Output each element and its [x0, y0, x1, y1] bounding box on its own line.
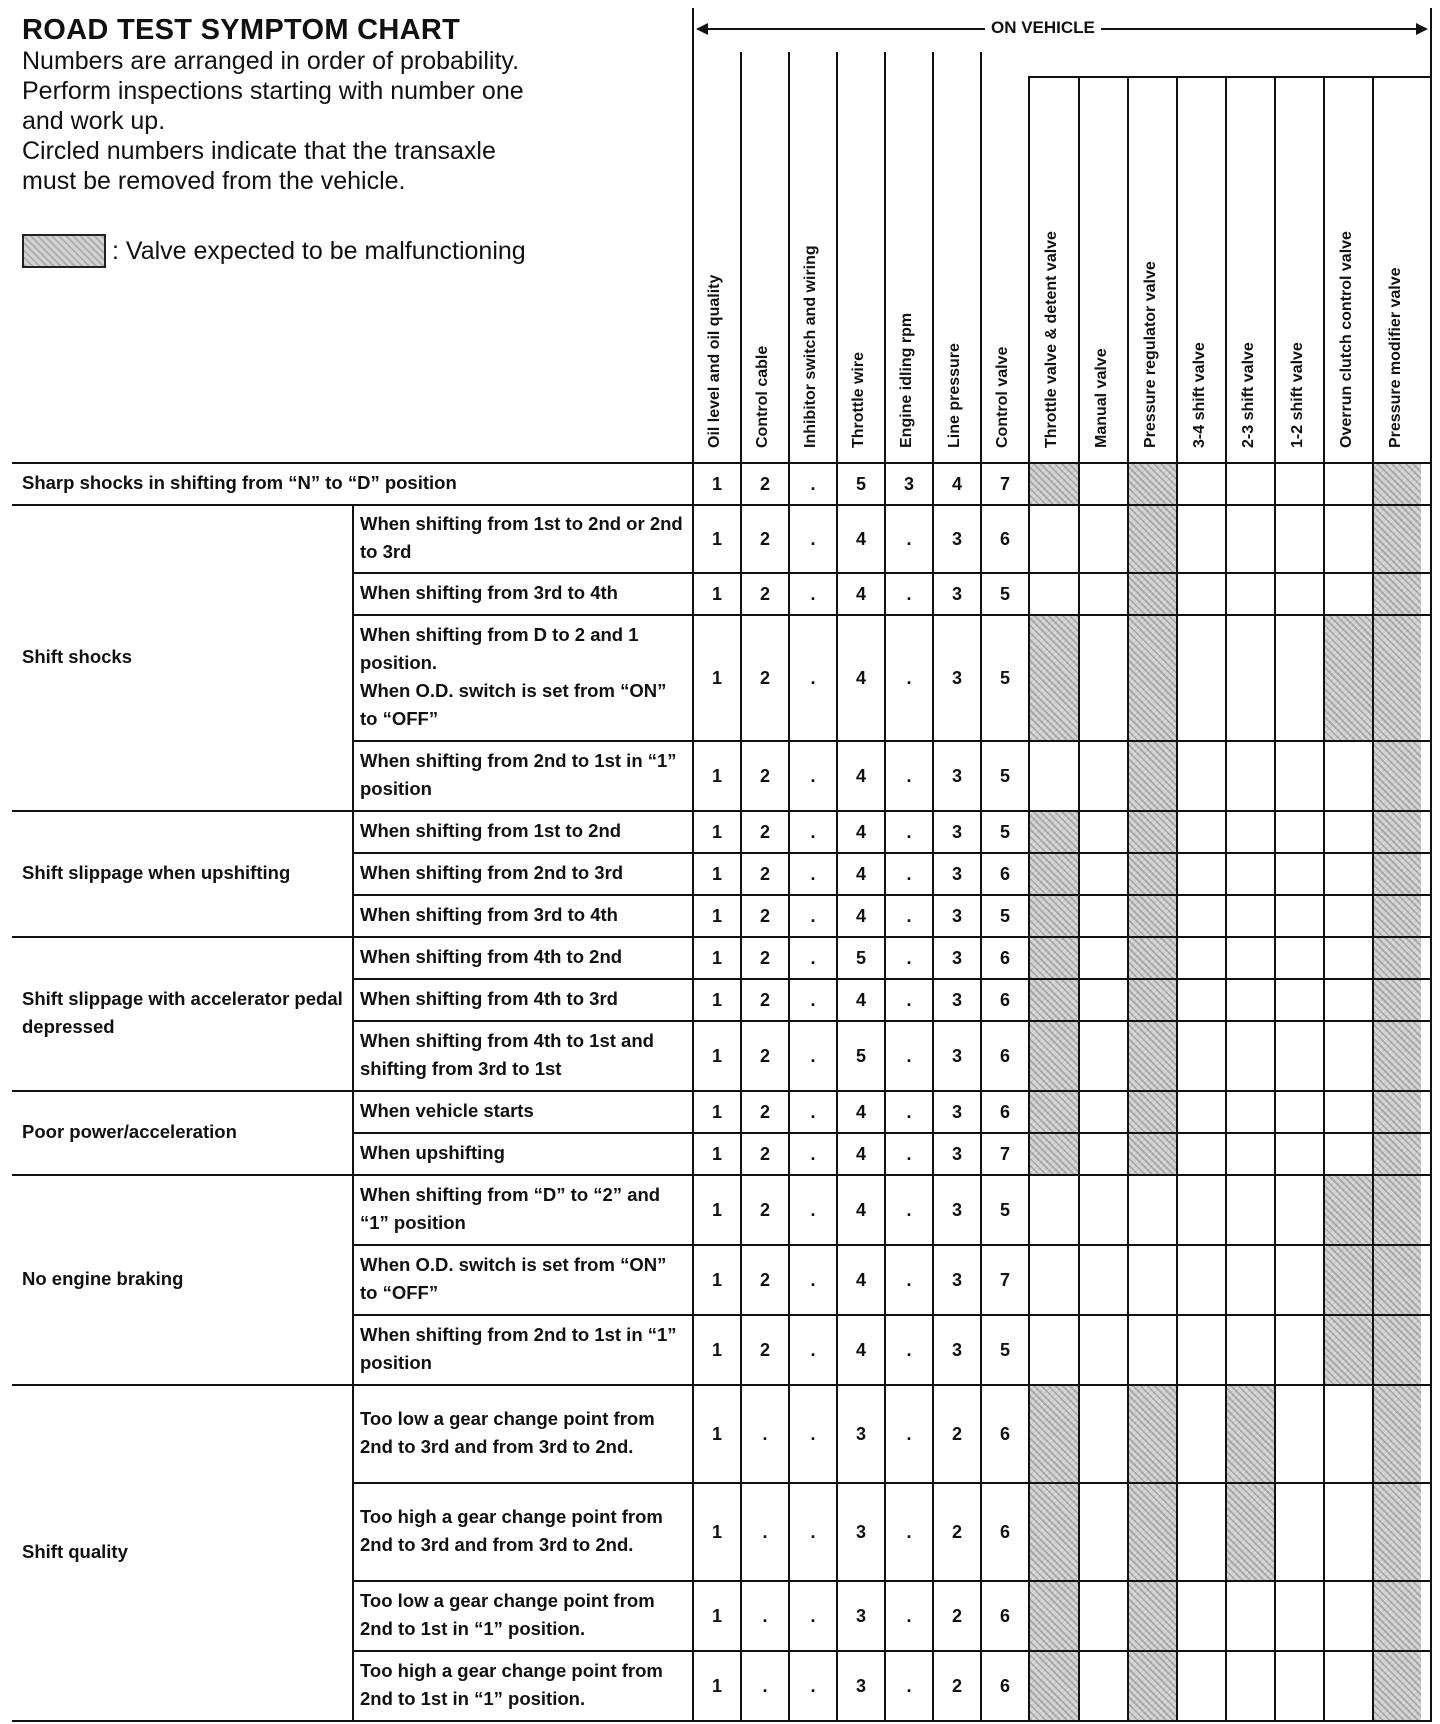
probability-value: 5	[855, 473, 866, 494]
malfunction-shade	[1030, 938, 1078, 978]
probability-value: .	[906, 1143, 912, 1164]
malfunction-shade	[1374, 1134, 1421, 1174]
probability-value: .	[810, 1143, 816, 1164]
probability-value: 2	[759, 473, 770, 494]
probability-value: .	[810, 1675, 816, 1696]
malfunction-shade	[1030, 1386, 1078, 1482]
condition-column-divider	[352, 504, 354, 810]
chart-title: ROAD TEST SYMPTOM CHART	[22, 14, 461, 46]
probability-value: .	[906, 1605, 912, 1626]
probability-value: 2	[759, 583, 770, 604]
probability-value: .	[906, 1199, 912, 1220]
malfunction-shade	[1129, 812, 1176, 852]
probability-value: 1	[711, 667, 722, 688]
probability-value: 2	[759, 765, 770, 786]
probability-value: 2	[759, 821, 770, 842]
probability-value: 1	[711, 1045, 722, 1066]
probability-value: 4	[855, 989, 866, 1010]
on-vehicle-label: ON VEHICLE	[985, 18, 1101, 38]
column-header: Pressure modifier valve	[1387, 267, 1404, 448]
probability-value: .	[810, 1605, 816, 1626]
probability-value: 3	[951, 989, 962, 1010]
probability-value: 6	[999, 1423, 1010, 1444]
malfunction-shade	[1374, 1484, 1421, 1580]
probability-value: 3	[903, 473, 914, 494]
probability-value: 3	[855, 1605, 866, 1626]
malfunction-shade	[1030, 980, 1078, 1020]
condition-label: Too high a gear change point from 2nd to 1st in “1” position.	[360, 1660, 663, 1709]
probability-value: .	[810, 765, 816, 786]
malfunction-shade	[1325, 1176, 1372, 1244]
probability-value: 4	[855, 821, 866, 842]
probability-value: 4	[855, 1143, 866, 1164]
intro-line: must be removed from the vehicle.	[22, 167, 406, 195]
column-divider	[1225, 76, 1227, 1720]
malfunction-shade	[1129, 1582, 1176, 1650]
probability-value: 6	[999, 528, 1010, 549]
malfunction-shade	[1374, 896, 1421, 936]
condition-label: When shifting from “D” to “2” and “1” position	[360, 1184, 661, 1233]
malfunction-shade	[1030, 464, 1078, 504]
probability-value: 5	[999, 667, 1010, 688]
condition-label: When shifting from 1st to 2nd or 2nd to 3rd	[360, 513, 683, 562]
probability-value: .	[810, 583, 816, 604]
malfunction-shade	[1374, 1316, 1421, 1384]
probability-value: .	[810, 473, 816, 494]
symptom-label: Poor power/acceleration	[22, 1121, 237, 1142]
condition-label: Too high a gear change point from 2nd to 3rd and from 3rd to 2nd.	[360, 1506, 663, 1555]
probability-value: 1	[711, 1199, 722, 1220]
column-header: Overrun clutch control valve	[1338, 231, 1355, 448]
probability-value: 3	[951, 863, 962, 884]
probability-value: 4	[855, 905, 866, 926]
condition-column-divider	[352, 936, 354, 1090]
column-header: Throttle valve & detent valve	[1043, 231, 1060, 448]
probability-value: 1	[711, 1101, 722, 1122]
probability-value: 4	[855, 1199, 866, 1220]
column-divider	[1323, 76, 1325, 1720]
malfunction-shade	[1374, 1176, 1421, 1244]
probability-value: 6	[999, 863, 1010, 884]
condition-label: When vehicle starts	[360, 1100, 534, 1121]
column-divider	[1127, 76, 1129, 1720]
probability-value: 2	[759, 947, 770, 968]
condition-label: When O.D. switch is set from “ON” to “OFF”	[360, 1254, 667, 1303]
probability-value: 1	[711, 1605, 722, 1626]
probability-value: 1	[711, 821, 722, 842]
probability-value: 6	[999, 989, 1010, 1010]
probability-value: 2	[759, 1339, 770, 1360]
probability-value: .	[762, 1423, 768, 1444]
column-header: Pressure regulator valve	[1142, 261, 1159, 448]
probability-value: 2	[951, 1675, 962, 1696]
probability-value: 6	[999, 1101, 1010, 1122]
probability-value: 5	[855, 1045, 866, 1066]
intro-line: Perform inspections starting with number one	[22, 77, 524, 105]
malfunction-shade	[1374, 616, 1421, 740]
column-header: 2-3 shift valve	[1240, 342, 1257, 448]
probability-value: .	[762, 1675, 768, 1696]
chart-introduction	[22, 14, 682, 196]
probability-value: 4	[951, 473, 962, 494]
malfunction-shade	[1227, 1484, 1274, 1580]
probability-value: .	[906, 1339, 912, 1360]
malfunction-shade	[1129, 938, 1176, 978]
condition-label: When shifting from 2nd to 1st in “1” position	[360, 750, 677, 799]
probability-value: 2	[951, 1605, 962, 1626]
malfunction-shade	[1374, 1022, 1421, 1090]
condition-label: When shifting from D to 2 and 1 position. When O.D. switch is set from “ON” to “OFF”	[360, 624, 667, 729]
probability-value: 3	[951, 528, 962, 549]
condition-label: When shifting from 1st to 2nd	[360, 820, 622, 841]
probability-value: .	[906, 1423, 912, 1444]
probability-value: .	[810, 863, 816, 884]
probability-value: .	[810, 1101, 816, 1122]
malfunction-shade	[1030, 1134, 1078, 1174]
probability-value: 4	[855, 863, 866, 884]
probability-value: 3	[951, 583, 962, 604]
malfunction-shade	[1030, 854, 1078, 894]
malfunction-shade	[1374, 506, 1421, 572]
condition-column-divider	[352, 1384, 354, 1720]
probability-value: 2	[759, 1199, 770, 1220]
malfunction-shade	[1030, 1652, 1078, 1720]
malfunction-shade	[1129, 1022, 1176, 1090]
probability-value: 1	[711, 1521, 722, 1542]
column-divider	[1028, 76, 1030, 1720]
probability-value: 2	[759, 1045, 770, 1066]
probability-value: 3	[855, 1521, 866, 1542]
probability-value: .	[906, 947, 912, 968]
probability-value: 6	[999, 1045, 1010, 1066]
column-header: 3-4 shift valve	[1191, 342, 1208, 448]
intro-line: Circled numbers indicate that the transaxle	[22, 137, 496, 165]
probability-value: 2	[759, 905, 770, 926]
condition-column-divider	[352, 1174, 354, 1384]
condition-label: When shifting from 2nd to 3rd	[360, 862, 624, 883]
malfunction-shade	[1129, 1484, 1176, 1580]
malfunction-shade	[1129, 1652, 1176, 1720]
probability-value: 2	[951, 1423, 962, 1444]
malfunction-shade	[1374, 938, 1421, 978]
probability-value: .	[762, 1605, 768, 1626]
probability-value: .	[810, 528, 816, 549]
probability-value: 6	[999, 1675, 1010, 1696]
probability-value: 6	[999, 947, 1010, 968]
probability-value: 5	[999, 821, 1010, 842]
probability-value: 7	[999, 473, 1010, 494]
column-divider	[1078, 76, 1080, 1720]
column-divider	[1176, 76, 1178, 1720]
malfunction-shade	[1374, 812, 1421, 852]
malfunction-shade	[1129, 574, 1176, 614]
probability-value: 2	[759, 989, 770, 1010]
probability-value: 5	[999, 583, 1010, 604]
malfunction-shade	[1030, 1484, 1078, 1580]
probability-value: 4	[855, 1101, 866, 1122]
probability-value: 2	[759, 1101, 770, 1122]
malfunction-shade	[1374, 464, 1421, 504]
probability-value: .	[906, 1675, 912, 1696]
probability-value: .	[762, 1521, 768, 1542]
probability-value: 2	[951, 1521, 962, 1542]
malfunction-shade	[1374, 980, 1421, 1020]
probability-value: 2	[759, 667, 770, 688]
malfunction-shade	[1030, 1022, 1078, 1090]
malfunction-shade	[1129, 1134, 1176, 1174]
probability-value: .	[906, 905, 912, 926]
probability-value: 6	[999, 1521, 1010, 1542]
malfunction-shade	[1030, 1582, 1078, 1650]
malfunction-shade	[1325, 616, 1372, 740]
malfunction-shade	[1129, 742, 1176, 810]
probability-value: 3	[951, 1339, 962, 1360]
probability-value: 1	[711, 1339, 722, 1360]
malfunction-shade	[1374, 1582, 1421, 1650]
column-divider	[1372, 76, 1374, 1720]
malfunction-shade	[1374, 742, 1421, 810]
malfunction-shade	[1129, 1386, 1176, 1482]
malfunction-shade	[1374, 574, 1421, 614]
malfunction-shade	[1129, 854, 1176, 894]
condition-label: When shifting from 4th to 2nd	[360, 946, 623, 967]
probability-value: .	[906, 765, 912, 786]
symptom-label: Shift shocks	[22, 646, 132, 667]
probability-value: 4	[855, 583, 866, 604]
probability-value: .	[810, 989, 816, 1010]
condition-label: Too low a gear change point from 2nd to 1st in “1” position.	[360, 1590, 655, 1639]
probability-value: 6	[999, 1605, 1010, 1626]
probability-value: 3	[855, 1675, 866, 1696]
intro-line: Numbers are arranged in order of probability.	[22, 47, 520, 75]
probability-value: .	[906, 1101, 912, 1122]
probability-value: .	[810, 905, 816, 926]
probability-value: 5	[855, 947, 866, 968]
grid-border-right	[1430, 8, 1432, 1720]
probability-value: .	[810, 1423, 816, 1444]
probability-value: 4	[855, 1269, 866, 1290]
probability-value: 3	[951, 1269, 962, 1290]
symptom-label: Shift slippage with accelerator pedal depressed	[22, 988, 343, 1037]
condition-label: When shifting from 3rd to 4th	[360, 582, 618, 603]
probability-value: 1	[711, 863, 722, 884]
malfunction-shade	[1129, 464, 1176, 504]
probability-value: 2	[759, 1269, 770, 1290]
probability-value: 1	[711, 1143, 722, 1164]
probability-value: 3	[951, 1101, 962, 1122]
probability-value: .	[906, 583, 912, 604]
symptom-label: Shift quality	[22, 1541, 128, 1562]
malfunction-shade	[1030, 812, 1078, 852]
symptom-label: Sharp shocks in shifting from “N” to “D” position	[22, 472, 457, 493]
probability-value: 4	[855, 528, 866, 549]
probability-value: 3	[951, 947, 962, 968]
probability-value: 1	[711, 905, 722, 926]
probability-value: .	[810, 1045, 816, 1066]
probability-value: .	[906, 667, 912, 688]
condition-label: When shifting from 4th to 3rd	[360, 988, 618, 1009]
symptom-label: No engine braking	[22, 1268, 184, 1289]
malfunction-shade	[1374, 1092, 1421, 1132]
column-header: Throttle wire	[850, 351, 867, 448]
column-header: 1-2 shift valve	[1289, 342, 1306, 448]
probability-value: 2	[759, 1143, 770, 1164]
probability-value: .	[906, 1521, 912, 1542]
malfunction-shade	[1374, 1652, 1421, 1720]
probability-value: 3	[855, 1423, 866, 1444]
probability-value: 1	[711, 1423, 722, 1444]
malfunction-shade	[1374, 854, 1421, 894]
probability-value: 1	[711, 1269, 722, 1290]
condition-label: When shifting from 3rd to 4th	[360, 904, 618, 925]
malfunction-shade	[1129, 896, 1176, 936]
probability-value: 2	[759, 863, 770, 884]
column-header: Control cable	[754, 345, 771, 448]
malfunction-shade	[1325, 1316, 1372, 1384]
left-arrowhead-icon	[696, 23, 708, 35]
column-header: Engine idling rpm	[898, 312, 915, 448]
probability-value: .	[810, 1269, 816, 1290]
probability-value: 4	[855, 1339, 866, 1360]
probability-value: 5	[999, 1339, 1010, 1360]
column-header: Control valve	[994, 346, 1011, 448]
probability-value: 1	[711, 1675, 722, 1696]
condition-label: When shifting from 2nd to 1st in “1” position	[360, 1324, 677, 1373]
probability-value: 3	[951, 1045, 962, 1066]
probability-value: 7	[999, 1269, 1010, 1290]
right-arrowhead-icon	[1416, 23, 1428, 35]
probability-value: 3	[951, 1199, 962, 1220]
probability-value: .	[906, 989, 912, 1010]
malfunction-shade	[1374, 1386, 1421, 1482]
probability-value: 5	[999, 1199, 1010, 1220]
condition-column-divider	[352, 810, 354, 936]
group-divider	[12, 1720, 1432, 1722]
probability-value: .	[810, 821, 816, 842]
legend	[22, 234, 526, 268]
probability-value: 3	[951, 1143, 962, 1164]
column-divider	[1274, 76, 1276, 1720]
malfunction-shade	[1030, 1092, 1078, 1132]
malfunction-shade	[1374, 1246, 1421, 1314]
column-header: Line pressure	[946, 343, 963, 448]
malfunction-shade	[1030, 896, 1078, 936]
probability-value: .	[810, 1339, 816, 1360]
column-header: Inhibitor switch and wiring	[802, 245, 819, 448]
probability-value: .	[906, 863, 912, 884]
intro-line: and work up.	[22, 107, 166, 135]
probability-value: 1	[711, 583, 722, 604]
probability-value: .	[906, 1045, 912, 1066]
probability-value: .	[810, 947, 816, 968]
probability-value: .	[906, 821, 912, 842]
probability-value: 1	[711, 528, 722, 549]
valve-bracket-line	[1028, 76, 1432, 78]
probability-value: 5	[999, 765, 1010, 786]
column-header: Oil level and oil quality	[706, 274, 723, 448]
column-header: Manual valve	[1093, 348, 1110, 448]
probability-value: .	[810, 1521, 816, 1542]
condition-label: When upshifting	[360, 1142, 505, 1163]
malfunction-shade	[1030, 616, 1078, 740]
probability-value: .	[810, 667, 816, 688]
probability-value: 1	[711, 989, 722, 1010]
probability-value: 4	[855, 667, 866, 688]
legend-text: : Valve expected to be malfunctioning	[112, 236, 526, 265]
probability-value: 1	[711, 473, 722, 494]
condition-label: Too low a gear change point from 2nd to 3rd and from 3rd to 2nd.	[360, 1408, 655, 1457]
probability-value: 2	[759, 528, 770, 549]
malfunction-shade	[1129, 1092, 1176, 1132]
condition-label: When shifting from 4th to 1st and shifting from 3rd to 1st	[360, 1030, 654, 1079]
malfunction-shade	[1129, 506, 1176, 572]
symptom-label: Shift slippage when upshifting	[22, 862, 291, 883]
probability-value: .	[810, 1199, 816, 1220]
probability-value: 3	[951, 667, 962, 688]
probability-value: 4	[855, 765, 866, 786]
probability-value: 3	[951, 765, 962, 786]
legend-swatch	[22, 234, 106, 268]
probability-value: 7	[999, 1143, 1010, 1164]
malfunction-shade	[1227, 1386, 1274, 1482]
probability-value: .	[906, 1269, 912, 1290]
probability-value: .	[906, 528, 912, 549]
probability-value: 3	[951, 821, 962, 842]
probability-value: 3	[951, 905, 962, 926]
malfunction-shade	[1325, 1246, 1372, 1314]
malfunction-shade	[1129, 616, 1176, 740]
malfunction-shade	[1129, 980, 1176, 1020]
probability-value: 5	[999, 905, 1010, 926]
probability-value: 1	[711, 765, 722, 786]
probability-value: 1	[711, 947, 722, 968]
